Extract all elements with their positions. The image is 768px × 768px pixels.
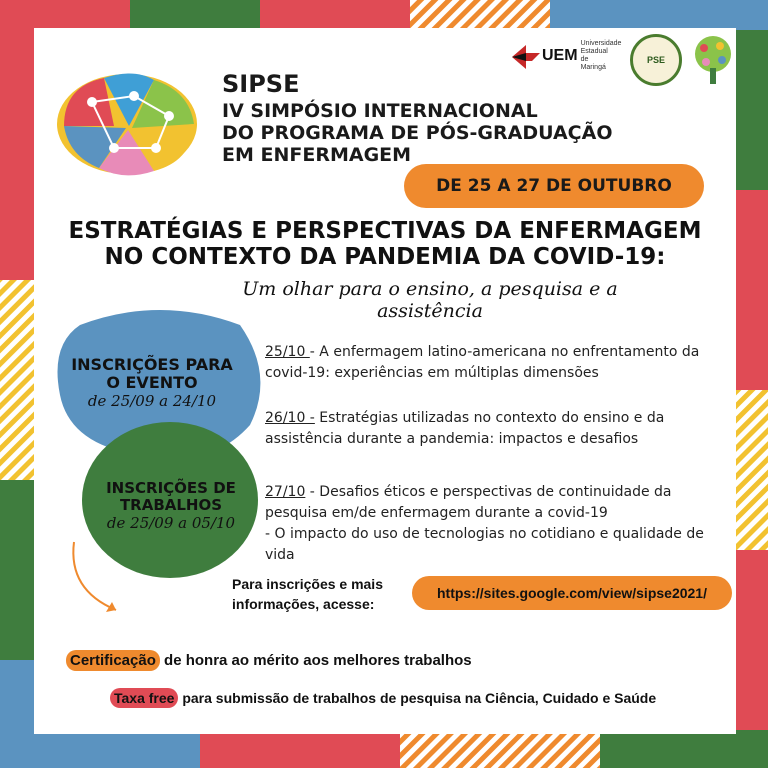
schedule-extra-text: - O impacto do uso de tecnologias no cotidiano e qualidade de vida [265, 526, 704, 563]
schedule-item [265, 408, 725, 450]
fee-note [110, 690, 656, 706]
event-name-line-2: DO PROGRAMA DE PÓS-GRADUAÇÃO [222, 122, 613, 144]
fee-highlight: Taxa free [110, 688, 178, 708]
schedule-item [265, 482, 725, 566]
schedule-item [265, 342, 725, 384]
certification-text: de honra ao mérito aos melhores trabalhos [159, 652, 472, 669]
schedule-date: 25/10 [265, 344, 310, 360]
pse-logo-text: PSE [646, 55, 665, 65]
uem-logo-subtext: Universidade Estadual de Maringá [580, 40, 622, 71]
arrow-icon [60, 540, 130, 620]
schedule-text: Estratégias utilizadas no contexto do ensino e da assistência durante a pandemia: impactos e desafios [265, 410, 665, 447]
event-name-line-1: IV SIMPÓSIO INTERNACIONAL [222, 100, 538, 122]
event-registration-title-1: INSCRIÇÕES PARA [71, 355, 233, 374]
registration-url-link[interactable]: https://sites.google.com/view/sipse2021/ [412, 576, 732, 610]
event-registration [52, 356, 252, 410]
event-registration-dates: de 25/09 a 24/10 [87, 392, 217, 410]
event-name-line-3: EM ENFERMAGEM [222, 144, 412, 166]
schedule-date: 27/10 [265, 484, 306, 500]
certification-highlight: Certificação [66, 650, 160, 671]
event-short-name: SIPSE [222, 70, 300, 98]
schedule-text: - Desafios éticos e perspectivas de continuidade da pesquisa em/de enfermagem durante a covid-19 [265, 484, 672, 521]
theme-title [40, 218, 730, 270]
works-registration-title-1: INSCRIÇÕES DE [106, 479, 236, 497]
uem-logo-text: UEM [542, 47, 578, 64]
schedule-text: - A enfermagem latino-americana no enfrentamento da covid-19: experiências em múltiplas dimensões [265, 344, 700, 381]
schedule-date: 26/10 - [265, 410, 315, 426]
theme-tagline: Um olhar para o ensino, a pesquisa e a assistência [242, 278, 618, 322]
tree-logo-icon [690, 34, 736, 88]
pse-logo [630, 34, 682, 86]
info-label: Para inscrições e mais informações, acesse: [232, 576, 383, 612]
theme-title-line-2: NO CONTEXTO DA PANDEMIA DA COVID-19: [104, 244, 666, 270]
works-registration-title-2: TRABALHOS [119, 496, 223, 514]
uem-logo-icon [512, 43, 540, 69]
certification-note [66, 652, 472, 669]
works-registration [86, 480, 256, 532]
brain-logo-icon [44, 56, 210, 186]
event-full-name [222, 100, 642, 166]
theme-title-line-1: ESTRATÉGIAS E PERSPECTIVAS DA ENFERMAGEM [68, 218, 702, 244]
fee-text: para submissão de trabalhos de pesquisa na Ciência, Cuidado e Saúde [178, 690, 657, 706]
event-date-badge: DE 25 A 27 DE OUTUBRO [404, 164, 704, 208]
works-registration-dates: de 25/09 a 05/10 [106, 514, 236, 532]
uem-logo [512, 40, 622, 72]
event-registration-title-2: O EVENTO [106, 373, 198, 392]
